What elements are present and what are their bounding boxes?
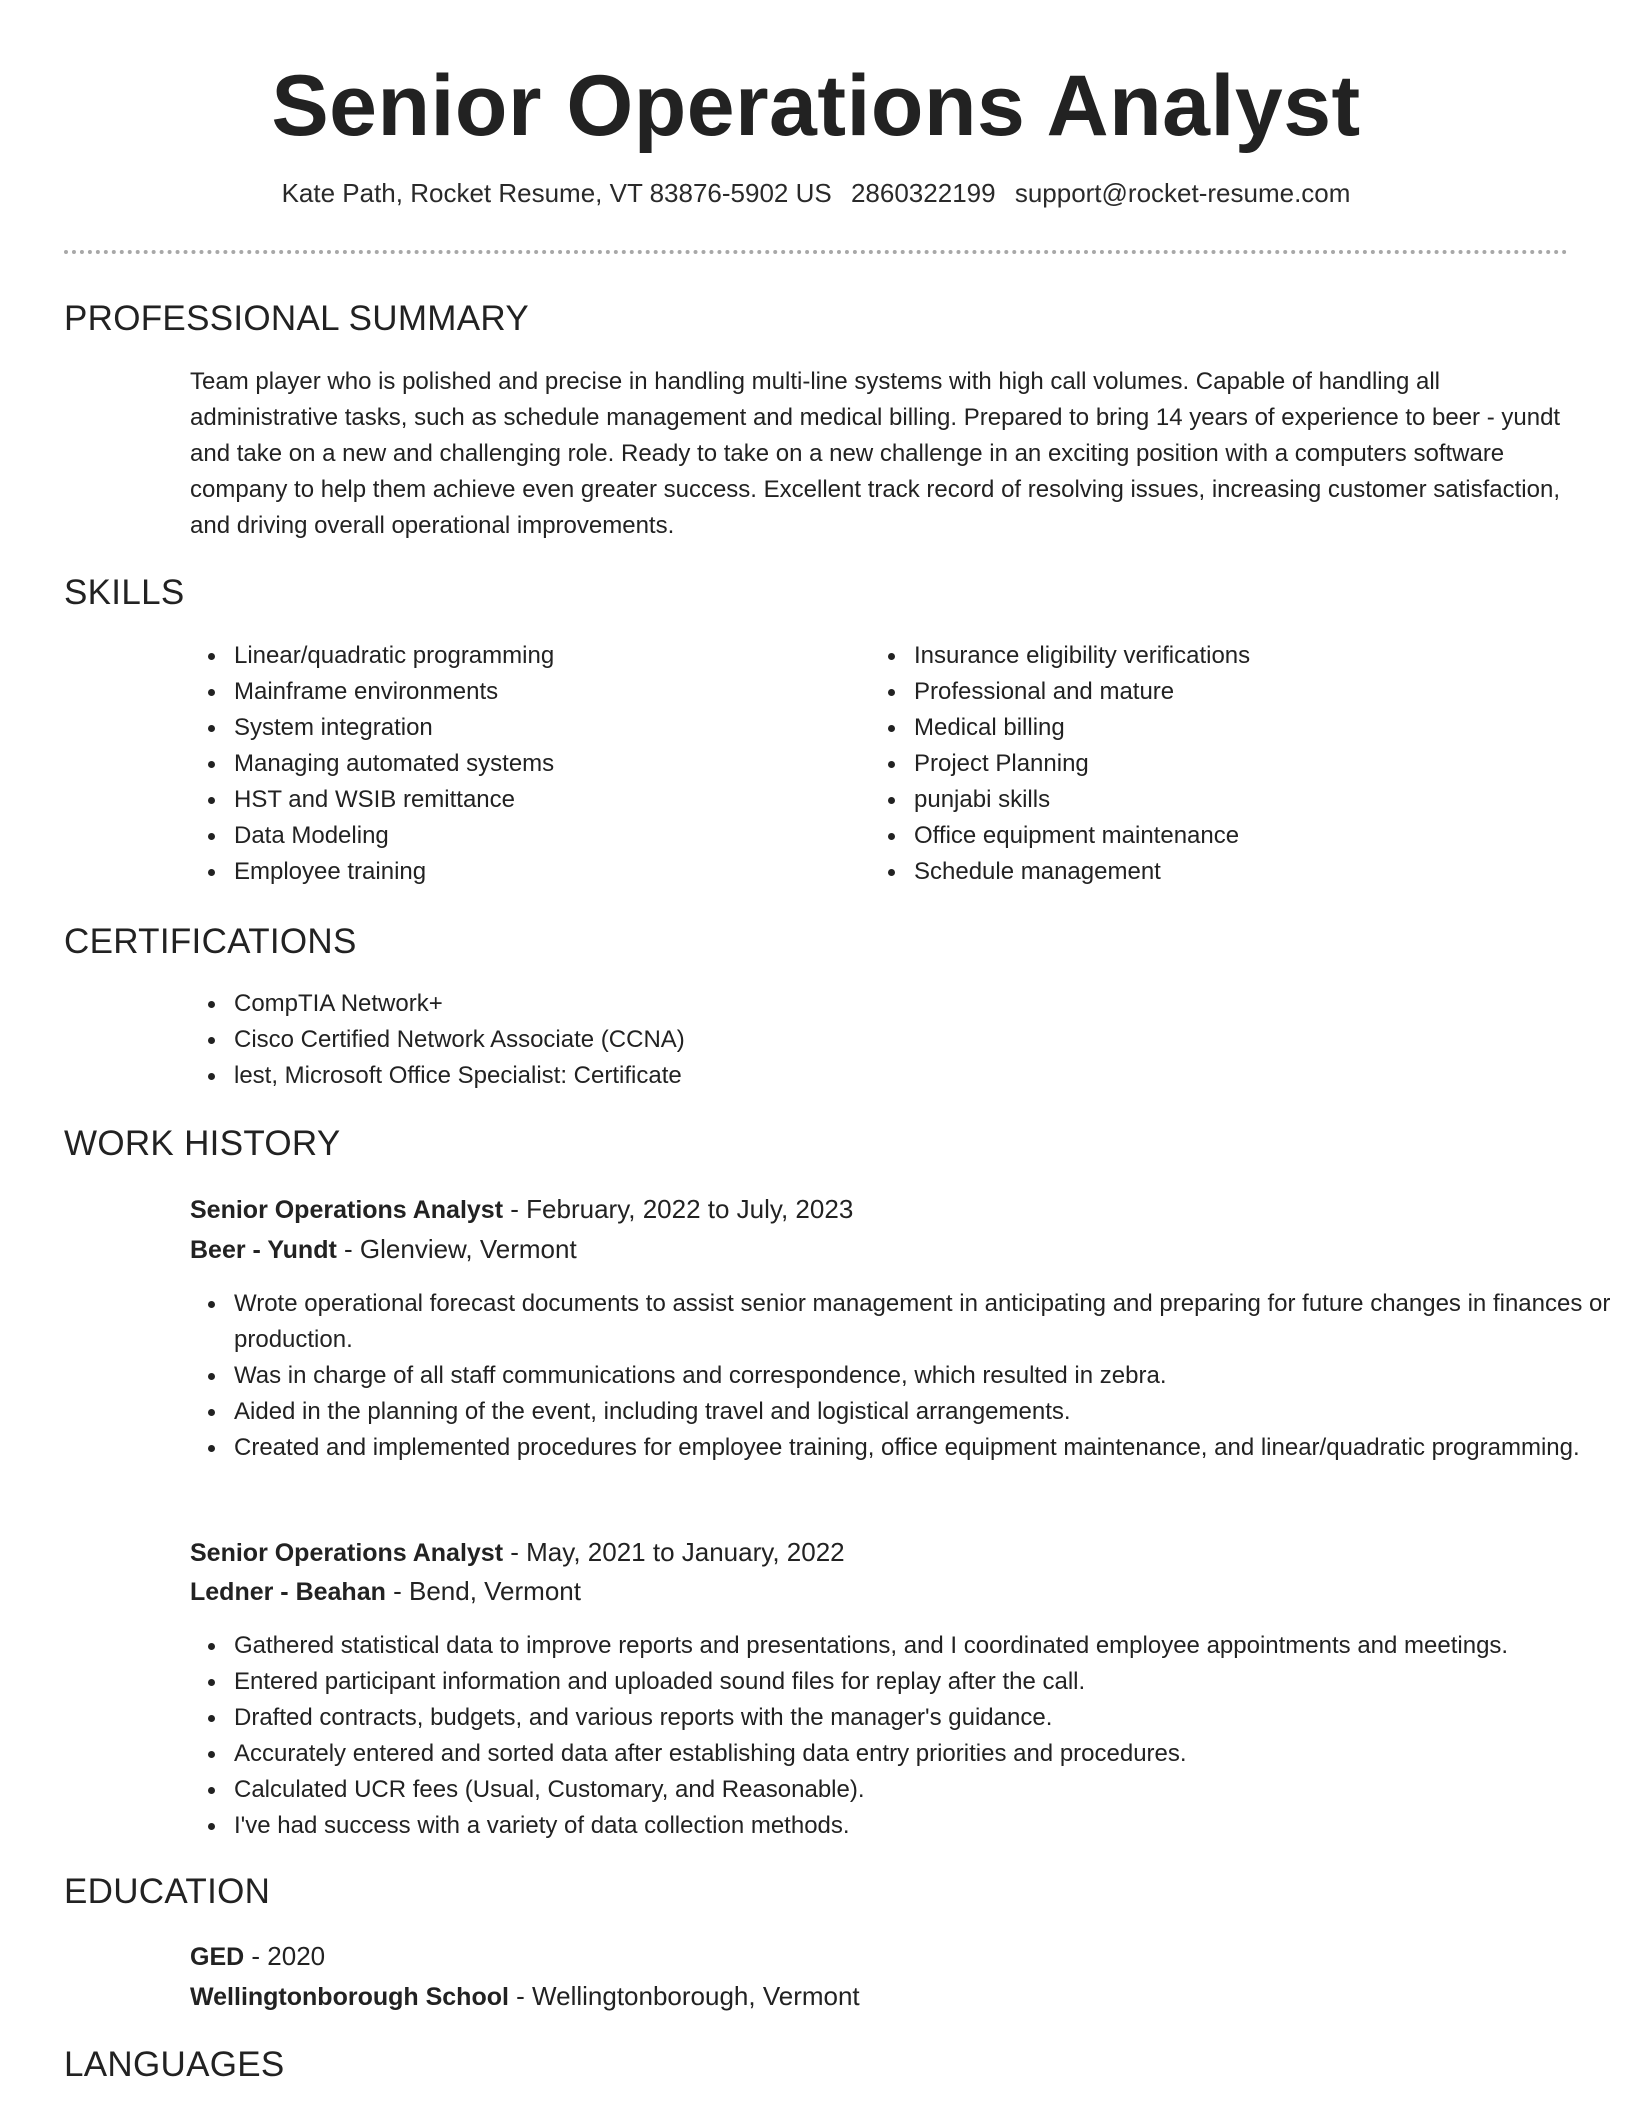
header-divider (64, 250, 1568, 254)
list-item: punjabi skills (870, 782, 1530, 818)
contact-phone: 2860322199 (850, 178, 996, 208)
certifications-list (190, 986, 1490, 1094)
list-item: CompTIA Network+ (190, 986, 1490, 1022)
skills-list-right (870, 638, 1530, 890)
list-item: Mainframe environments (190, 674, 830, 710)
list-item: Drafted contracts, budgets, and various reports with the manager's guidance. (190, 1700, 1632, 1736)
list-item: Created and implemented procedures for employee training, office equipment maintenance, and linear/quadratic programming. (190, 1430, 1630, 1466)
education-degree: GED (190, 1943, 245, 1971)
list-item: Gathered statistical data to improve reports and presentations, and I coordinated employee appointments and meetings. (190, 1628, 1632, 1664)
list-item: Data Modeling (190, 818, 830, 854)
job-company-line (190, 1571, 581, 1612)
job-title: Senior Operations Analyst (190, 1539, 504, 1567)
list-item: HST and WSIB remittance (190, 782, 830, 818)
job-company: Beer - Yundt (190, 1236, 337, 1264)
list-item: lest, Microsoft Office Specialist: Certificate (190, 1058, 1490, 1094)
education-location: - Wellingtonborough, Vermont (508, 1981, 860, 2011)
job-dates: - February, 2022 to July, 2023 (503, 1194, 854, 1224)
list-item: Managing automated systems (190, 746, 830, 782)
job-bullets (190, 1628, 1632, 1844)
job-title-line (190, 1189, 853, 1230)
list-item: I've had success with a variety of data collection methods. (190, 1808, 1632, 1844)
job-location: - Glenview, Vermont (336, 1234, 577, 1264)
job-company: Ledner - Beahan (190, 1578, 386, 1606)
contact-address: Kate Path, Rocket Resume, VT 83876-5902 US (281, 178, 832, 208)
education-school: Wellingtonborough School (190, 1983, 509, 2011)
education-degree-line (190, 1936, 325, 1977)
work-history-heading: WORK HISTORY (64, 1124, 341, 1163)
list-item: Employee training (190, 854, 830, 890)
summary-heading: PROFESSIONAL SUMMARY (64, 299, 529, 338)
summary-text: Team player who is polished and precise in handling multi-line systems with high call volumes. Capable of handling all administrative tasks, such as schedule management and medical billing. Prepared to bring 14 years of experience to beer - yundt and take on a new and challenging role. Ready to take on a new challenge in an exciting position with a computers software company to help them achieve even greater success. Excellent track record of resolving issues, increasing customer satisfaction, and driving overall operational improvements. (190, 368, 1561, 539)
job-bullets (190, 1286, 1630, 1466)
list-item: Cisco Certified Network Associate (CCNA) (190, 1022, 1490, 1058)
list-item: Project Planning (870, 746, 1530, 782)
list-item: Medical billing (870, 710, 1530, 746)
job-company-line (190, 1229, 577, 1270)
job-title-line (190, 1532, 845, 1573)
education-school-line (190, 1976, 860, 2017)
education-heading: EDUCATION (64, 1872, 271, 1911)
list-item: Entered participant information and uploaded sound files for replay after the call. (190, 1664, 1632, 1700)
list-item: Wrote operational forecast documents to assist senior management in anticipating and preparing for future changes in finances or production. (190, 1286, 1630, 1358)
contact-line (64, 176, 1568, 210)
resume-title: Senior Operations Analyst (271, 58, 1361, 154)
resume-page (64, 0, 1611, 2084)
skills-heading: SKILLS (64, 573, 185, 612)
certifications-heading: CERTIFICATIONS (64, 922, 357, 961)
list-item: System integration (190, 710, 830, 746)
list-item: Aided in the planning of the event, including travel and logistical arrangements. (190, 1394, 1630, 1430)
list-item: Office equipment maintenance (870, 818, 1530, 854)
job-title: Senior Operations Analyst (190, 1196, 504, 1224)
job-dates: - May, 2021 to January, 2022 (503, 1537, 845, 1567)
list-item: Insurance eligibility verifications (870, 638, 1530, 674)
job-location: - Bend, Vermont (385, 1576, 581, 1606)
list-item: Schedule management (870, 854, 1530, 890)
languages-heading: LANGUAGES (64, 2045, 285, 2084)
skills-list-left (190, 638, 830, 890)
list-item: Professional and mature (870, 674, 1530, 710)
list-item: Linear/quadratic programming (190, 638, 830, 674)
list-item: Accurately entered and sorted data after establishing data entry priorities and procedures. (190, 1736, 1632, 1772)
education-year: - 2020 (244, 1941, 326, 1971)
list-item: Was in charge of all staff communications and correspondence, which resulted in zebra. (190, 1358, 1630, 1394)
contact-email: support@rocket-resume.com (1014, 178, 1351, 208)
list-item: Calculated UCR fees (Usual, Customary, and Reasonable). (190, 1772, 1632, 1808)
